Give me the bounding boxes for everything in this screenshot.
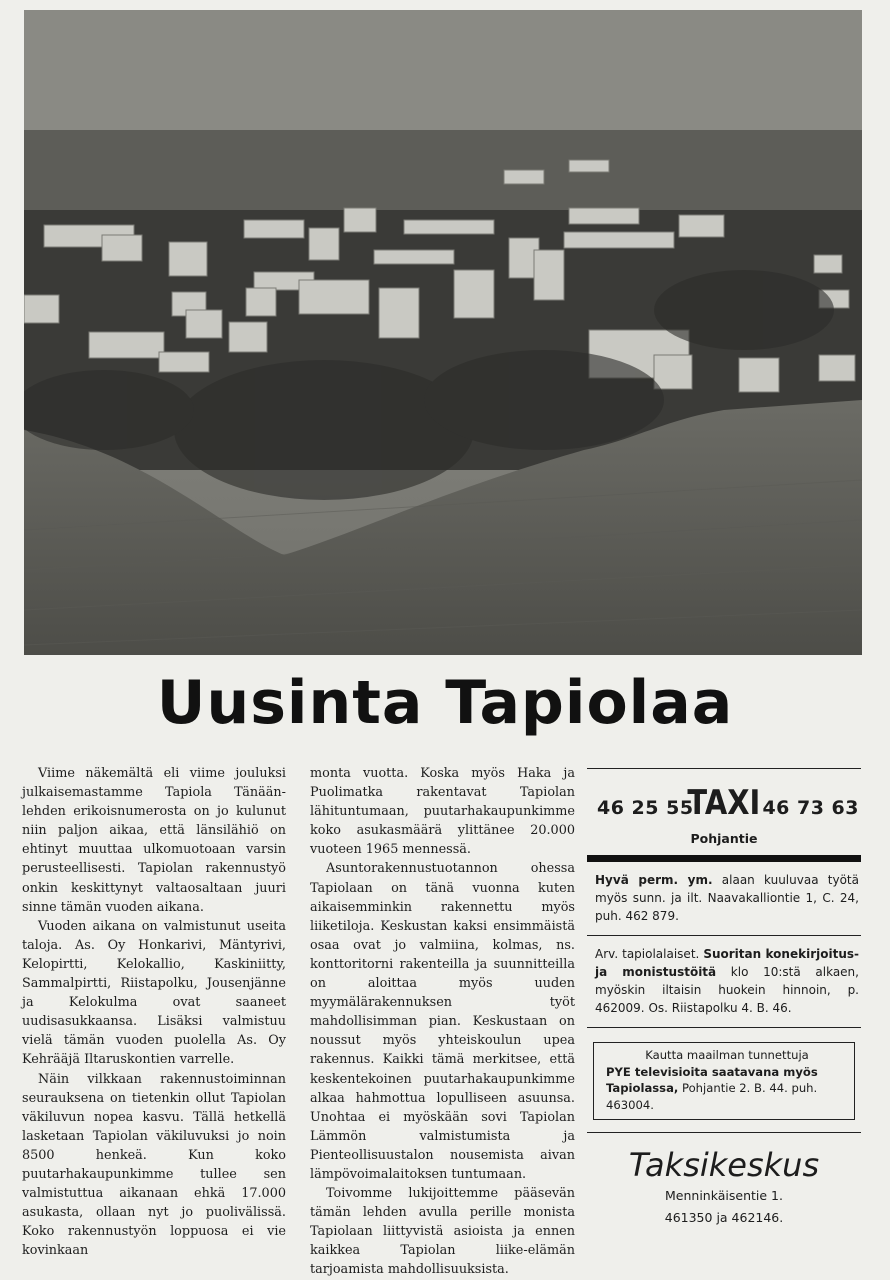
article-paragraph: Näin vilkkaan rakennustoiminnan seurauksena on tietenkin ollut Tapiolan väkiluvun nopea kasvu. Tällä hetkellä lasketaan Tapiolan väkiluvuksi jo noin 8500 henkeä. Kun koko puutarhakaupunkimme tullee sen valmistuttua aikanaan ehkä 17.000 asukasta, ollaan nyt jo puolivälissä. Koko rakennustyön loppuosa ei vie kovinkaan xyxy=(22,1071,286,1259)
ad-perm-text: alaan kuuluvaa työtä myös sunn. ja ilt. Naavakalliontie 1, C. 24, puh. 462 879. xyxy=(595,873,859,923)
article-paragraph: Vuoden aikana on valmistunut useita taloja. As. Oy Honkarivi, Mäntyrivi, Kelopirtti, Kelokallio, Kaskiniitty, Sammalpirtti, Riistapolku, Jousenjänne ja Kelokulma ovat saaneet uudisasukkaansa. Lisäksi valmistuu vielä tämän vuoden puolella As. Oy Kehrääjä Iltaruskontien varrelle. xyxy=(22,918,286,1068)
article-paragraph: Asuntorakennustuotannon ohessa Tapiolaan on tänä vuonna kuten aikaisemminkin rakennettu myös liiketiloja. Keskustan kaksi ensimmäistä osaa ovat jo valmiina, kolmas, ns. konttoritorni rakenteilla ja suunnitteilla on aloittaa myös uuden myymälärakennuksen työt mahdollisimman pian. Keskustaan on noussut myös yhteiskoulun upea rakennus. Kaikki tämä merkitsee, että keskentekoinen puutarhakaupunkimme alkaa hahmottua lopulliseen asuunsa. Unohtaa ei myöskään sovi Tapiolan Lämmön valmistumista ja Pienteollisuustalon nousemista aivan lämpövoimalaitoksen tuntumaan. xyxy=(310,861,575,1182)
aerial-photo xyxy=(24,10,862,655)
taxi-word-text: TAXI xyxy=(687,783,761,823)
ad-pye-text: Pohjantie 2. B. 44. puh. 463004. xyxy=(606,1081,818,1112)
ad-pye-line1: Kautta maailman tunnettuja xyxy=(645,1048,809,1062)
taxi-phone-right: 46 73 63 xyxy=(762,797,859,819)
taxi-street: Pohjantie xyxy=(690,831,758,846)
taksikeskus-ad xyxy=(587,1145,861,1229)
headline: Uusinta Tapiolaa xyxy=(156,668,734,738)
ad-perm-bold: Hyvä perm. ym. xyxy=(595,873,713,887)
taksikeskus-phones: 461350 ja 462146. xyxy=(664,1210,784,1225)
ad-typing-lead: Arv. tapiolalaiset. xyxy=(595,947,704,961)
article-column-1 xyxy=(22,764,286,1260)
taxi-phone-left: 46 25 55 xyxy=(597,797,694,819)
ad-typing-text: klo 10:stä alkaen, myöskin iltaisin huokein hinnoin, p. 462009. Os. Riistapolku 4. B. 46. xyxy=(595,965,859,1015)
ads-column xyxy=(587,768,861,1229)
article-paragraph: Toivomme lukijoittemme pääsevän tämän lehden avulla perille monista Tapiolaan liittyvistä asioista ja ennen kaikkea Tapiolan liike-elämän tarjoamista mahdollisuuksista. xyxy=(310,1186,575,1278)
divider xyxy=(587,1132,861,1133)
ad-pye-bold: PYE televisioita saatavana myös Tapiolassa, xyxy=(606,1064,818,1095)
taksikeskus-name: Taksikeskus xyxy=(628,1146,820,1184)
ad-perm xyxy=(587,862,861,935)
ad-pye-body xyxy=(606,1064,848,1114)
ad-typing-bold: Suoritan konekirjoitus- ja monistustöitä xyxy=(595,947,859,979)
thick-divider xyxy=(587,855,861,862)
ad-pye-box xyxy=(593,1042,855,1120)
article-column-2 xyxy=(310,764,575,1280)
taksikeskus-address: Menninkäisentie 1. xyxy=(665,1188,783,1203)
ad-typing xyxy=(587,936,861,1027)
article-paragraph: Viime näkemältä eli viime jouluksi julkaisemastamme Tapiola Tänään-lehden erikoisnumerosta on jo kulunut niin paljon aikaa, että länsilähiö on ehtinyt muuttaa ulkomuotoaan varsin perusteellisesti. Tapiolan rakennustyö onkin keskittynyt valtaosaltaan juuri sinne tämän vuoden aikana. xyxy=(22,766,286,915)
taxi-ad xyxy=(587,769,861,849)
article-paragraph: monta vuotta. Koska myös Haka ja Puolimatka rakentavat Tapiolan lähituntumaan, puutarhakaupunkimme koko asukasmäärä ylittänee 20.000 vuoteen 1965 mennessä. xyxy=(310,766,575,858)
divider xyxy=(587,1027,861,1028)
aerial-photo-image xyxy=(24,10,862,655)
